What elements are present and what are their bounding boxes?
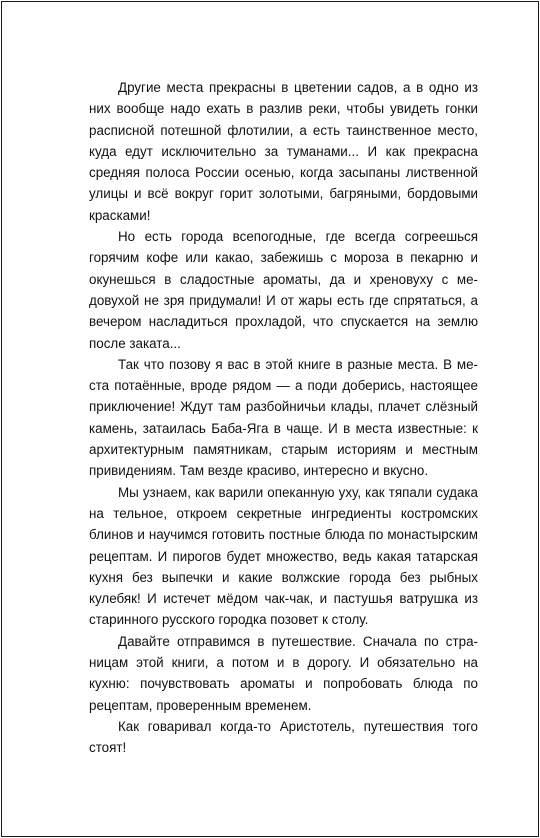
page-text — [89, 77, 478, 759]
paragraph-1: Другие места прекрасны в цветении садов, а в одно из них вообще надо ехать в разлив реки, чтобы увидеть гонки расписной потешной флотилии, а есть таинственное место, куда едут исключительно за туманами... И как прекрасна средняя полоса России осенью, когда засыпаны лиственной улицы и всё вокруг горит золотыми, багряными, бордовыми красками! — [89, 80, 478, 223]
paragraph-5: Давайте отправимся в путешествие. Сначала по страницам этой книги, а потом и в дорогу. И обязательно на кухню: почувствовать ароматы и попробовать блюда по рецептам, проверенным временем. — [89, 633, 478, 713]
paragraph-4: Мы узнаем, как варили опеканную уху, как тяпали судака на тельное, откроем секретные ингредиенты костромских блинов и научимся готовить постные блюда по монастырским рецептам. И пирогов будет множество, ведь какая татарская кухня без выпечки и какие волжские города без рыбных кулебяк! И истечет мёдом чак-чак, и пастушья ватрушка из старинного русского городка позовет к столу. — [89, 484, 478, 628]
paragraph-3: Так что позову я вас в этой книге в разные места. В места потаённые, вроде рядом — а поди доберись, настоящее приключение! Ждут там разбойничьи клады, плачет слёзный камень, затаилась Баба-Яга в чаще. И в места известные: к архитектурным памятникам, старым историям и местным привидениям. Там везде красиво, интересно и вкусно. — [89, 356, 478, 479]
paragraph-2: Но есть города всепогодные, где всегда согреешься горячим кофе или какао, забежишь с мороза в пекарню и окунешься в сладостные ароматы, да и хреновуху с медовухой не зря придумали! И от жары есть где спрятаться, а вечером насладиться прохладой, что спускается на землю после заката... — [89, 229, 478, 351]
paragraph-6: Как говаривал когда-то Аристотель, путешествия того стоят! — [89, 718, 478, 756]
